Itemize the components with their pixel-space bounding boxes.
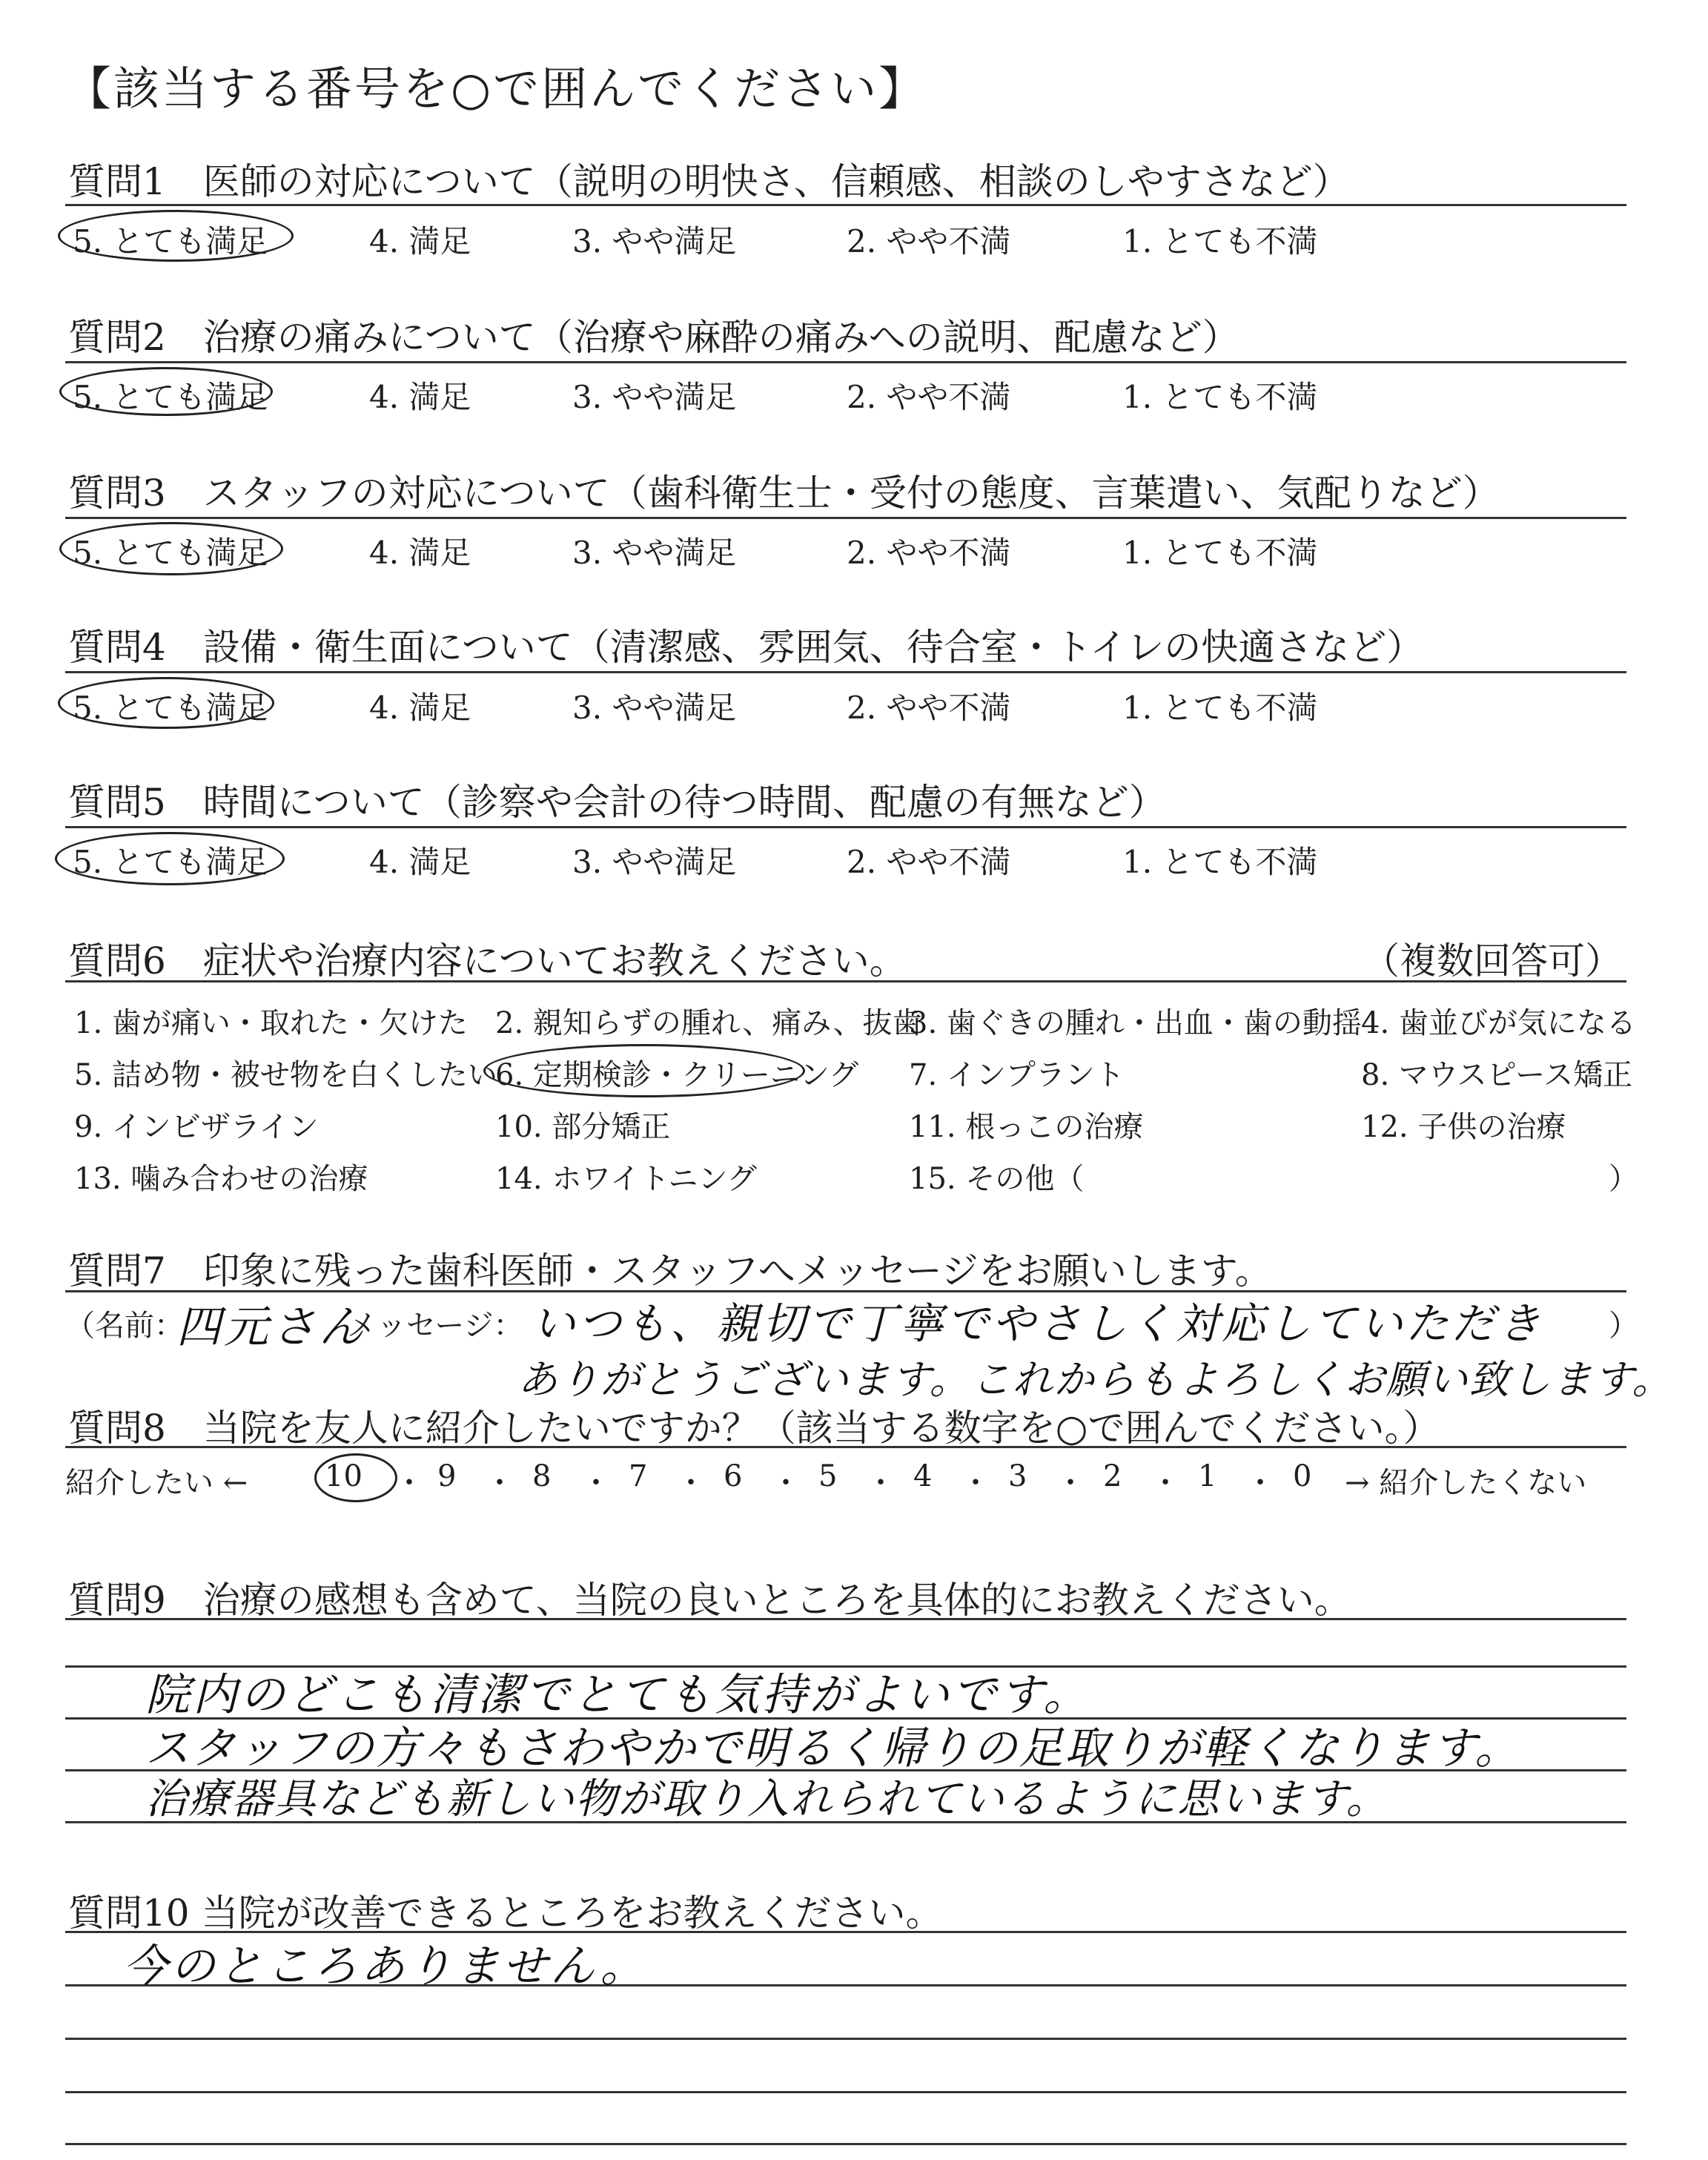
scale-3[interactable]: 3 [1008, 1459, 1027, 1493]
multiple-answers-note: （複数回答可） [1363, 939, 1622, 982]
scale-1[interactable]: 1 [1198, 1459, 1217, 1493]
message-close-paren: ） [1609, 1309, 1638, 1343]
option-satisfied[interactable]: 4. 満足 [369, 223, 471, 260]
scale-separator: ・ [866, 1466, 896, 1500]
symptom-option[interactable]: 10. 部分矯正 [495, 1110, 671, 1144]
symptom-option[interactable]: 4. 歯並びが気になる [1361, 1006, 1636, 1040]
option-somewhat-satisfied[interactable]: 3. やや満足 [572, 379, 737, 415]
message-handwritten-line1: いつも、親切で丁寧でやさしく対応していただき [532, 1298, 1544, 1349]
symptom-option[interactable]: 1. 歯が痛い・取れた・欠けた [74, 1006, 468, 1040]
scale-0[interactable]: 0 [1293, 1459, 1312, 1493]
scale-separator: ・ [676, 1466, 706, 1500]
option-satisfied[interactable]: 4. 満足 [369, 844, 471, 880]
scale-2[interactable]: 2 [1103, 1459, 1122, 1493]
question-8-title: 質問8 当院を友人に紹介したいですか？（該当する数字を○で囲んでください。） [68, 1407, 1440, 1450]
option-satisfied[interactable]: 4. 満足 [369, 379, 471, 415]
scale-6[interactable]: 6 [724, 1459, 743, 1493]
scale-separator: ・ [961, 1466, 990, 1500]
option-very-satisfied[interactable]: 5. とても満足 [73, 379, 268, 415]
symptom-option[interactable]: 2. 親知らずの腫れ、痛み、抜歯 [495, 1006, 922, 1040]
recommend-right-label: → 紹介したくない [1345, 1466, 1587, 1500]
option-somewhat-dissatisfied[interactable]: 2. やや不満 [847, 535, 1011, 571]
question-7-title: 質問7 印象に残った歯科医師・スタッフへメッセージをお願いします。 [68, 1249, 1272, 1292]
scale-separator: ・ [394, 1466, 424, 1500]
symptom-option[interactable]: 14. ホワイトニング [495, 1162, 757, 1196]
scale-separator: ・ [1245, 1466, 1275, 1500]
option-very-dissatisfied[interactable]: 1. とても不満 [1122, 223, 1318, 260]
option-somewhat-dissatisfied[interactable]: 2. やや不満 [847, 379, 1011, 415]
message-label: メッセージ： [347, 1309, 523, 1343]
name-label: （名前： [65, 1309, 184, 1343]
scale-9[interactable]: 9 [437, 1459, 457, 1493]
selection-circle [58, 677, 274, 729]
option-satisfied[interactable]: 4. 満足 [369, 690, 471, 726]
selection-circle [314, 1453, 397, 1502]
scale-8[interactable]: 8 [532, 1459, 552, 1493]
selection-circle [58, 210, 294, 262]
option-somewhat-satisfied[interactable]: 3. やや満足 [572, 223, 737, 260]
symptom-option[interactable]: 9. インビザライン [74, 1110, 319, 1144]
question-6-title: 質問6 症状や治療内容についてお教えください。 [68, 939, 907, 982]
question-2-title: 質問2 治療の痛みについて（治療や麻酔の痛みへの説明、配慮など） [68, 316, 1239, 359]
question-4-title: 質問4 設備・衛生面について（清潔感、雰囲気、待合室・トイレの快適さなど） [68, 626, 1424, 669]
answer-line-3: 治療器具なども新しい物が取り入れられているように思います。 [145, 1775, 1389, 1823]
option-somewhat-dissatisfied[interactable]: 2. やや不満 [847, 690, 1011, 726]
symptom-option[interactable]: 3. 歯ぐきの腫れ・出血・歯の動揺 [909, 1006, 1362, 1040]
option-very-satisfied[interactable]: 5. とても満足 [73, 844, 268, 880]
option-very-dissatisfied[interactable]: 1. とても不満 [1122, 690, 1318, 726]
option-somewhat-satisfied[interactable]: 3. やや満足 [572, 535, 737, 571]
scale-separator: ・ [581, 1466, 611, 1500]
scale-4[interactable]: 4 [913, 1459, 933, 1493]
symptom-option-other[interactable]: 15. その他（ [909, 1162, 1085, 1196]
symptom-option-selected[interactable]: 6. 定期検診・クリーニング [495, 1058, 859, 1092]
other-close-paren: ） [1609, 1162, 1638, 1196]
symptom-option[interactable]: 12. 子供の治療 [1361, 1110, 1566, 1144]
scale-10[interactable]: 10 [325, 1459, 363, 1493]
message-handwritten-line2: ありがとうございます。これからもよろしくお願い致します。 [517, 1356, 1674, 1403]
recommend-left-label: 紹介したい ← [65, 1466, 248, 1500]
improvement-answer: 今のところありません。 [123, 1941, 648, 1992]
name-handwritten: 四元さん [176, 1301, 366, 1353]
symptom-option[interactable]: 11. 根っこの治療 [909, 1110, 1144, 1144]
selection-circle [483, 1044, 805, 1097]
symptom-option[interactable]: 7. インプラント [909, 1058, 1125, 1092]
selection-circle [59, 367, 273, 416]
option-somewhat-satisfied[interactable]: 3. やや満足 [572, 690, 737, 726]
question-5-title: 質問5 時間について（診察や会計の待つ時間、配慮の有無など） [68, 781, 1166, 824]
form-header: 【該当する番号を○で囲んでください】 [65, 62, 927, 116]
option-somewhat-dissatisfied[interactable]: 2. やや不満 [847, 844, 1011, 880]
question-1-title: 質問1 医師の対応について（説明の明快さ、信頼感、相談のしやすさなど） [68, 160, 1350, 203]
option-somewhat-dissatisfied[interactable]: 2. やや不満 [847, 223, 1011, 260]
selection-circle [59, 522, 283, 575]
scale-5[interactable]: 5 [818, 1459, 838, 1493]
scale-separator: ・ [1056, 1466, 1085, 1500]
scale-separator: ・ [485, 1466, 514, 1500]
question-10-title: 質問10 当院が改善できるところをお教えください。 [68, 1892, 943, 1935]
question-9-title: 質問9 治療の感想も含めて、当院の良いところを具体的にお教えください。 [68, 1579, 1351, 1622]
option-very-dissatisfied[interactable]: 1. とても不満 [1122, 535, 1318, 571]
option-very-satisfied[interactable]: 5. とても満足 [73, 535, 268, 571]
question-3-title: 質問3 スタッフの対応について（歯科衛生士・受付の態度、言葉遣い、気配りなど） [68, 472, 1500, 515]
option-very-satisfied[interactable]: 5. とても満足 [73, 690, 268, 726]
scale-7[interactable]: 7 [629, 1459, 648, 1493]
scale-separator: ・ [1151, 1466, 1180, 1500]
option-very-satisfied[interactable]: 5. とても満足 [73, 223, 268, 260]
option-very-dissatisfied[interactable]: 1. とても不満 [1122, 379, 1318, 415]
selection-circle [55, 832, 285, 885]
symptom-option[interactable]: 5. 詰め物・被せ物を白くしたい [74, 1058, 497, 1092]
answer-line-2: スタッフの方々もさわやかで明るく帰りの足取りが軽くなります。 [145, 1723, 1521, 1774]
option-very-dissatisfied[interactable]: 1. とても不満 [1122, 844, 1318, 880]
symptom-option[interactable]: 8. マウスピース矯正 [1361, 1058, 1633, 1092]
option-satisfied[interactable]: 4. 満足 [369, 535, 471, 571]
symptom-option[interactable]: 13. 噛み合わせの治療 [74, 1162, 368, 1196]
scale-separator: ・ [771, 1466, 801, 1500]
option-somewhat-satisfied[interactable]: 3. やや満足 [572, 844, 737, 880]
answer-line-1: 院内のどこも清潔でとても気持がよいです。 [145, 1669, 1091, 1721]
